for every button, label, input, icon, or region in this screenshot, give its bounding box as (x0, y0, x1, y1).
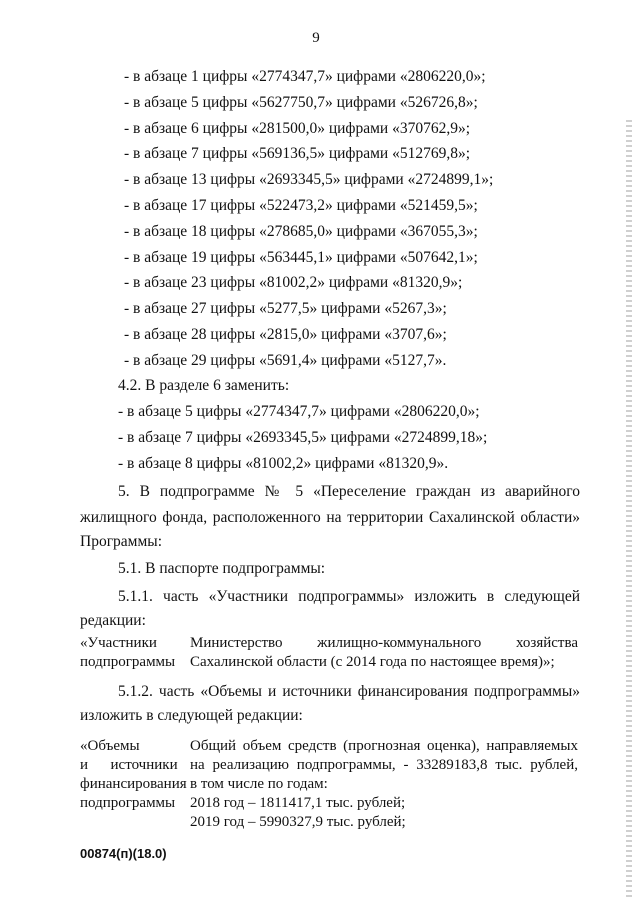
section-4-2-heading: 4.2. В разделе 6 заменить: (118, 377, 290, 394)
amendment-item: - в абзаце 5 цифры «5627750,7» цифрами «526726,8»; (124, 93, 478, 111)
amendment-item: - в абзаце 5 цифры «2774347,7» цифрами «2806220,0»; (118, 403, 480, 420)
scan-edge-artifact (626, 120, 632, 900)
amendment-item: - в абзаце 7 цифры «569136,5» цифрами «512769,8»; (124, 145, 471, 163)
volumes-value-line4: 2018 год – 1811417,1 тыс. рублей; (190, 795, 406, 811)
volumes-label: «Объемы и источники финансирования подпрограммы (80, 738, 187, 811)
volumes-value-line5: 2019 год – 5990327,9 тыс. рублей; (190, 814, 406, 830)
participants-value-line2: Сахалинской области (с 2014 года по настоящее время)»; (190, 654, 555, 670)
participants-label: «Участники подпрограммы (80, 635, 176, 670)
paragraph-5-line1: 5. В подпрограмме № 5 «Переселение граждан из аварийного (118, 483, 580, 500)
amendment-item: - в абзаце 19 цифры «563445,1» цифрами «507642,1»; (124, 248, 478, 266)
amendment-item: - в абзаце 17 цифры «522473,2» цифрами «521459,5»; (124, 197, 478, 214)
volumes-value (190, 737, 578, 832)
amendment-item: - в абзаце 1 цифры «2774347,7» цифрами «2806220,0»; (124, 68, 486, 85)
amendment-item: - в абзаце 28 цифры «2815,0» цифрами «3707,6»; (124, 326, 447, 343)
volumes-value-line3: в том числе по годам: (190, 776, 328, 792)
amendment-item: - в абзаце 6 цифры «281500,0» цифрами «370762,9»; (124, 119, 471, 137)
amendment-item: - в абзаце 7 цифры «2693345,5» цифрами «2724899,18»; (118, 429, 488, 446)
amendment-item: - в абзаце 18 цифры «278685,0» цифрами «367055,3»; (124, 222, 478, 240)
paragraph-5-1-2-line1: 5.1.2. часть «Объемы и источники финансирования подпрограммы» (118, 683, 580, 700)
amendment-item: - в абзаце 23 цифры «81002,2» цифрами «81320,9»; (124, 274, 463, 292)
volumes-value-line1: Общий объем средств (прогнозная оценка), направляемых (190, 738, 578, 754)
paragraph-5-1-2-line2: изложить в следующей редакции: (80, 707, 303, 724)
volumes-value-line2: на реализацию подпрограммы, - 33289183,8 тыс. рублей, (190, 757, 578, 773)
participants-value (190, 634, 578, 672)
participants-value-line1: Министерство жилищно-коммунального хозяйства (190, 635, 578, 651)
document-code: 00874(п)(18.0) (80, 846, 167, 861)
amendment-item: - в абзаце 29 цифры «5691,4» цифрами «5127,7». (124, 351, 447, 369)
amendment-item: - в абзаце 27 цифры «5277,5» цифрами «5267,3»; (124, 300, 447, 318)
paragraph-5-1-1-line1: 5.1.1. часть «Участники подпрограммы» изложить в следующей (118, 588, 580, 605)
paragraph-5-line2: жилищного фонда, расположенного на территории Сахалинской области» (80, 509, 580, 526)
paragraph-5-1: 5.1. В паспорте подпрограммы: (118, 560, 326, 577)
paragraph-5-1-1-line2: редакции: (80, 612, 146, 629)
paragraph-5-line3: Программы: (80, 533, 163, 550)
page-number: 9 (312, 30, 320, 46)
amendment-item: - в абзаце 13 цифры «2693345,5» цифрами «2724899,1»; (124, 171, 494, 189)
amendment-item: - в абзаце 8 цифры «81002,2» цифрами «81320,9». (118, 455, 449, 472)
